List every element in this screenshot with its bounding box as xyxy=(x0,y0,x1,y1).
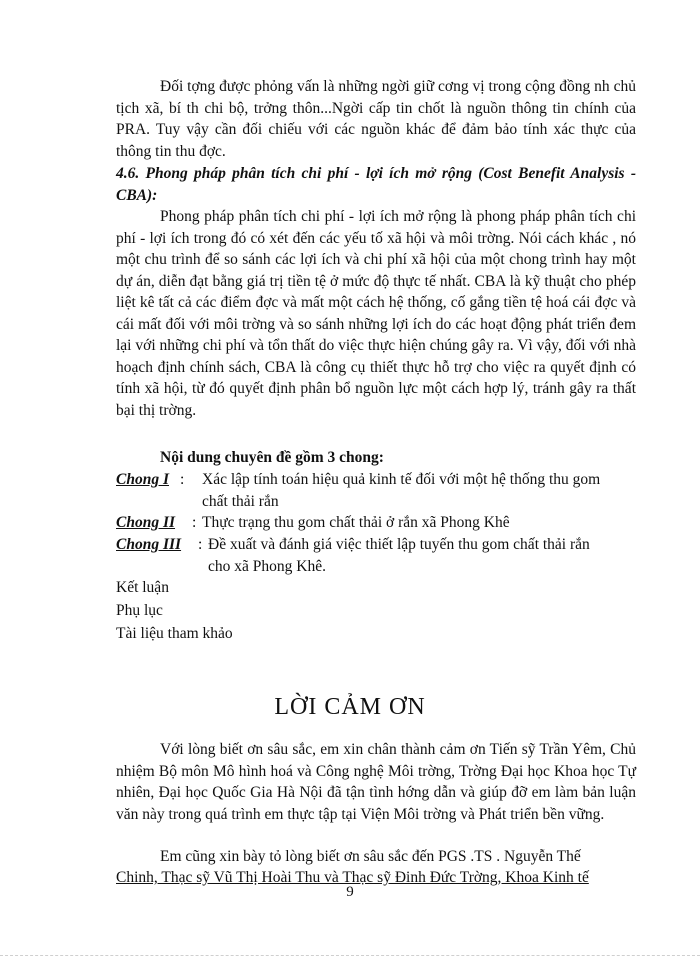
chapter-3-text-cont: cho xã Phong Khê. xyxy=(208,557,326,575)
chapter-2-text: Thực trạng thu gom chất thải ở rắn xã Phong Khê xyxy=(202,514,510,531)
paragraph-cba: Phong pháp phân tích chi phí - lợi ích mở rộng là phong pháp phân tích chi phí - lợi ích trong đó có xét đến các yếu tố xã hội và môi trờng. Nói cách khác , nó một chu trình để so sánh các lợi ích và chi phí xã hội của một chong trình hay một dự án, diễn đạt bằng giá trị tiền tệ ở mức độ thực tế nhất. CBA là kỹ thuật cho phép liệt kê tất cả các điểm đợc và mất một cách hệ thống, cố gắng tiền tệ hoá cái đợc và cái mất đối với môi trờng và so sánh những lợi ích do các hoạt động phát triển đem lại với những chi phí và tổn thất do việc thực hiện chúng gây ra. Vì vậy, đối với nhà hoạch định chính sách, CBA là công cụ thiết thực hỗ trợ cho việc ra quyết định có tính xã hội, từ đó quyết định phân bổ nguồn lực một cách hợp lý, tránh gây ra thất bại thị trờng. xyxy=(116,208,636,419)
chapter-1-row xyxy=(116,469,636,513)
content-heading: Nội dung chuyên đề gồm 3 chong: xyxy=(160,449,384,466)
chapter-2-label: Chong II xyxy=(116,514,176,531)
page-number: 9 xyxy=(346,884,354,900)
chapter-2-row xyxy=(116,512,636,534)
chapter-3-row xyxy=(116,534,636,578)
chapter-1-text-cont: chất thải rắn xyxy=(202,492,279,510)
acknowledgement-title: LỜI CẢM ƠN xyxy=(274,694,426,720)
acknowledgement-paragraph-2-line-1: Em cũng xin bày tỏ lòng biết ơn sâu sắc đến PGS .TS . Nguyễn Thế xyxy=(160,848,581,865)
chapter-1-colon: : xyxy=(180,471,185,488)
paragraph-interview: Đối tợng được phỏng vấn là những ngời giữ cơng vị trong cộng đồng nh chủ tịch xã, bí th chi bộ, trởng thôn...Ngời cấp tin chốt là nguồn thông tin chính của PRA. Tuy vậy cần đối chiếu với các nguồn khác để đảm bảo tính xác thực của thông tin thu đợc. xyxy=(116,78,636,160)
chapter-3-colon: : xyxy=(198,536,203,553)
chapter-3-label: Chong III xyxy=(116,536,182,553)
chapter-2-colon: : xyxy=(192,514,197,531)
chapter-1-text: Xác lập tính toán hiệu quả kinh tế đối với một hệ thống thu gom xyxy=(202,471,601,488)
ending-item-conclusion: Kết luận xyxy=(116,579,169,596)
acknowledgement-paragraph-1: Với lòng biết ơn sâu sắc, em xin chân thành cảm ơn Tiến sỹ Trần Yêm, Chủ nhiệm Bộ môn Mô hình hoá và Công nghệ Môi trờng, Trờng Đại học Khoa học Tự nhiên, Đại học Quốc Gia Hà Nội đã tận tình hớng dẫn và giúp đỡ em làm bản luận văn này trong quá trình em thực tập tại Viện Môi trờng và Phát triển bền vững. xyxy=(116,741,636,823)
section-heading-cba: 4.6. Phong pháp phân tích chi phí - lợi ích mở rộng (Cost Benefit Analysis - CBA): xyxy=(116,165,636,204)
ending-item-appendix: Phụ lục xyxy=(116,602,163,619)
acknowledgement-paragraph-2-line-2: Chinh, Thạc sỹ Vũ Thị Hoài Thu và Thạc sỹ Đinh Đức Trờng, Khoa Kinh tế xyxy=(116,869,589,886)
page-bottom-divider xyxy=(0,955,700,956)
chapter-1-label: Chong I xyxy=(116,471,169,488)
ending-item-references: Tài liệu tham khảo xyxy=(116,625,233,642)
chapter-3-text: Đề xuất và đánh giá việc thiết lập tuyến thu gom chất thải rắn xyxy=(208,536,590,553)
